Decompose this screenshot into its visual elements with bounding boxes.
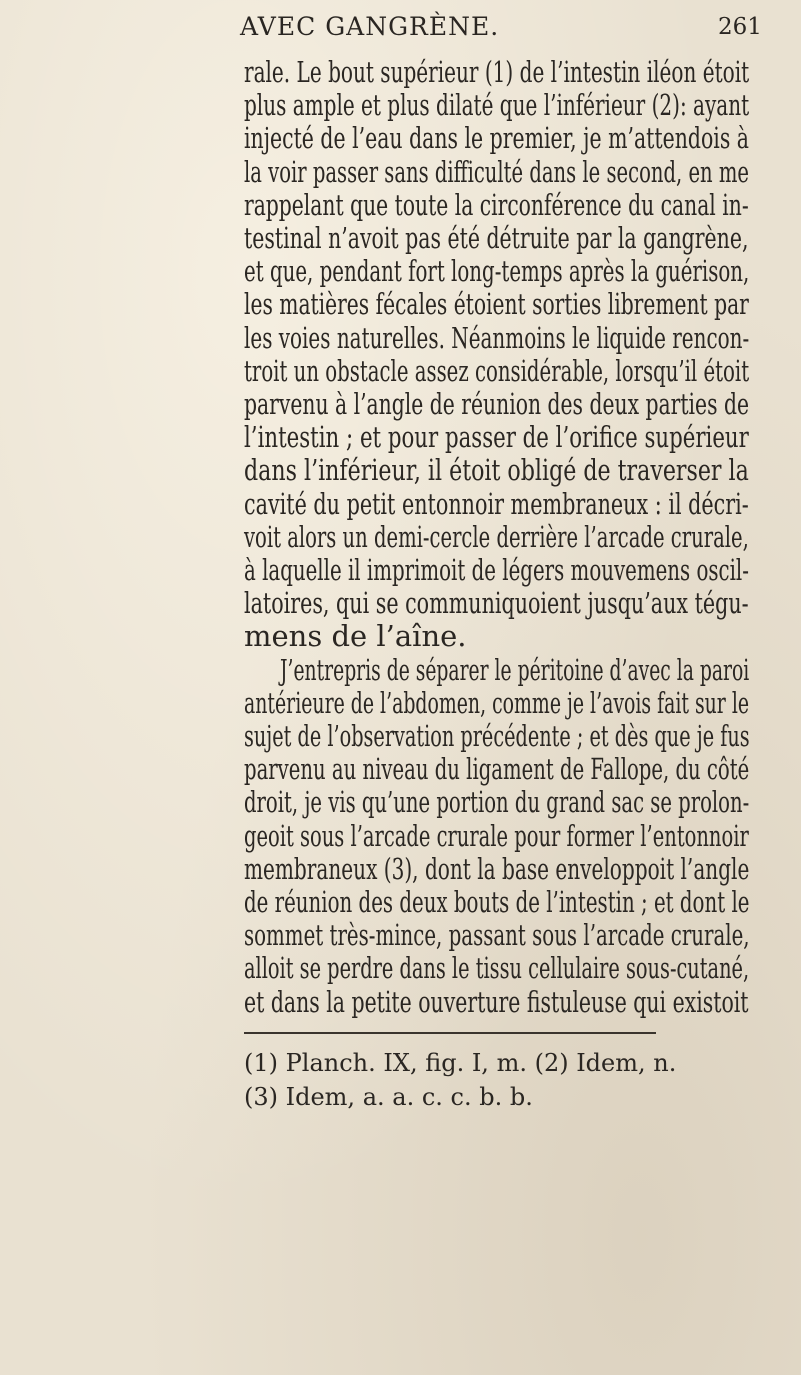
running-head: AVEC GANGRÈNE.	[240, 12, 500, 41]
footnote-rule	[244, 1032, 656, 1034]
text-line: sujet de l’observation précédente ; et dès que je fus	[244, 719, 750, 753]
text-line: antérieure de l’abdomen, comme je l’avois fait sur le	[244, 685, 750, 720]
text-line: la voir passer sans difficulté dans le second, en me	[244, 154, 750, 189]
text-line: l’intestin ; et pour passer de l’orifice supérieur	[244, 420, 749, 455]
text-line: et dans la petite ouverture fistuleuse qui existoit	[244, 984, 749, 1019]
text-line: alloit se perdre dans le tissu cellulaire sous-cutané,	[244, 951, 750, 986]
text-line: latoires, qui se communiquoient jusqu’aux tégu-	[244, 586, 749, 621]
text-line: cavité du petit entonnoir membraneux : il décri-	[244, 486, 749, 521]
text-line: les matières fécales étoient sorties librement par	[244, 287, 749, 322]
text-line: et que, pendant fort long-temps après la guérison,	[244, 254, 750, 289]
page-number: 261	[718, 14, 762, 40]
paragraph-start-line: J’entrepris de séparer le péritoine d’avec la paroi	[280, 652, 750, 687]
text-line: à laquelle il imprimoit de légers mouvemens oscil-	[244, 553, 749, 587]
text-line: sommet très-mince, passant sous l’arcade crurale,	[244, 918, 750, 953]
text-line: rale. Le bout supérieur (1) de l’intestin iléon étoit	[244, 55, 750, 89]
text-line: membraneux (3), dont la base enveloppoit l’angle	[244, 851, 750, 886]
footnote-line: (3) Idem, a. a. c. c. b. b.	[244, 1083, 533, 1111]
text-line: rappelant que toute la circonférence du canal in-	[244, 187, 749, 222]
page-header	[0, 10, 801, 46]
text-line: plus ample et plus dilaté que l’inférieur (2): ayant	[244, 88, 750, 123]
text-line: injecté de l’eau dans le premier, je m’attendois à	[244, 121, 750, 156]
text-line: les voies naturelles. Néanmoins le liquide rencon-	[244, 320, 750, 355]
text-line: droit, je vis qu’une portion du grand sac se prolon-	[244, 785, 750, 820]
footnote-line: (1) Planch. IX, fig. I, m. (2) Idem, n.	[244, 1049, 677, 1077]
text-line: parvenu au niveau du ligament de Fallope, du côté	[244, 752, 750, 787]
text-line: de réunion des deux bouts de l’intestin ; et dont le	[244, 885, 750, 919]
text-line: voit alors un demi-cercle derrière l’arcade crurale,	[244, 519, 749, 554]
text-line: geoit sous l’arcade crurale pour former l’entonnoir	[244, 818, 749, 853]
text-line: mens de l’aîne.	[244, 619, 467, 654]
text-line: parvenu à l’angle de réunion des deux parties de	[244, 387, 750, 421]
text-line: dans l’inférieur, il étoit obligé de traverser la	[244, 453, 749, 488]
text-line: troit un obstacle assez considérable, lorsqu’il étoit	[244, 353, 750, 388]
text-line: testinal n’avoit pas été détruite par la gangrène,	[244, 221, 749, 255]
